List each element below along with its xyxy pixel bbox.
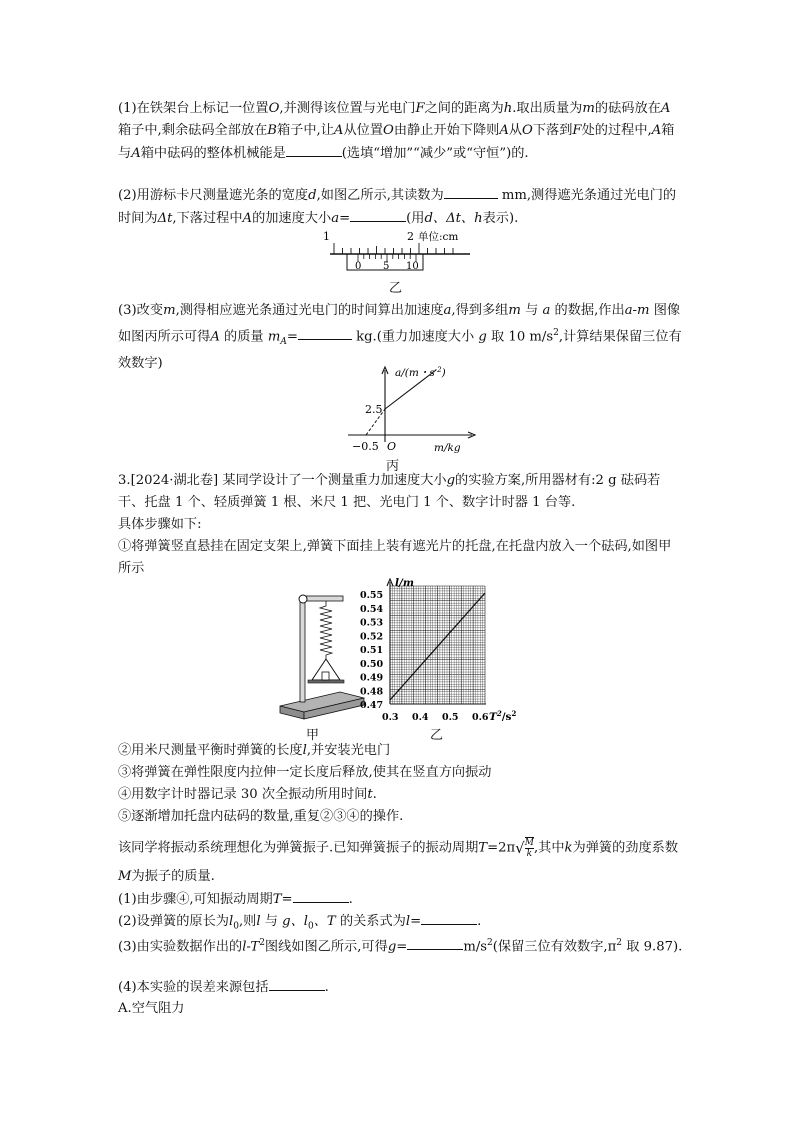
answer-blank[interactable] <box>407 935 463 950</box>
q3-text: = <box>286 329 298 345</box>
y-tick-label: 0.55 <box>360 590 384 601</box>
caption-yi-graph: 乙 <box>430 728 444 743</box>
y-tick-label: 0.47 <box>360 700 384 711</box>
var-m: m <box>582 101 595 116</box>
vernier-label-5: 5 <box>383 261 390 272</box>
p3-question-1 <box>118 888 683 911</box>
var-A: A <box>651 123 662 138</box>
q1-text: 箱与 <box>118 123 675 161</box>
var-T: T <box>272 892 282 907</box>
graph-yi-lT2 <box>358 576 528 726</box>
answer-blank[interactable] <box>350 207 406 222</box>
p3-question-4 <box>118 976 683 999</box>
y-tick-label: 0.52 <box>360 631 384 643</box>
q3-text: ,得到多组 <box>451 303 509 318</box>
step-3: ③将弹簧在弹性限度内拉伸一定长度后释放,使其在竖直方向振动 <box>118 765 492 780</box>
var-list: g、l <box>282 914 309 929</box>
var-list: d、Δt、h <box>424 211 483 226</box>
q-text: (4)本实验的误差来源包括 <box>118 980 269 995</box>
q3-text: 的数据,作出 <box>554 303 625 318</box>
var-A: A <box>333 123 344 138</box>
x-tick-label: 0.6 <box>472 712 489 723</box>
var-l: l <box>256 914 261 929</box>
var-lT2: l-T <box>242 939 260 955</box>
var-g: g <box>446 473 456 488</box>
var-O: O <box>383 123 394 138</box>
q2-text: (2)用游标卡尺测量遮光条的宽度 <box>118 188 309 203</box>
q-text: 取 9.87). <box>626 939 683 955</box>
stand-pole <box>300 598 305 702</box>
model-text: ,其中 <box>533 840 565 856</box>
answer-blank[interactable] <box>286 142 342 157</box>
q2-text: 的加速度大小 <box>252 211 332 226</box>
step-text: ④用数字计时器记录 30 次全振动所用时间 <box>118 787 368 802</box>
q3-text: (3)改变 <box>118 303 164 318</box>
var-O: O <box>268 101 280 116</box>
q1-text: (1)在铁架台上标记一位置 <box>118 101 269 116</box>
q2-text: = <box>339 211 351 226</box>
step-4 <box>118 784 683 806</box>
answer-blank[interactable] <box>421 910 477 925</box>
spring-icon <box>320 601 332 659</box>
q1-text: 从位置 <box>343 123 384 138</box>
main-scale-ticks <box>334 243 453 254</box>
graph-bing <box>338 362 488 458</box>
exponent: 2 <box>259 938 265 948</box>
var-am: a-m <box>624 303 650 318</box>
var-l0-sub: 0 <box>233 921 239 932</box>
var-g: g <box>478 329 487 345</box>
var-M: M <box>118 868 132 884</box>
clamp-knob <box>299 595 307 603</box>
q3-text: 的质量 <box>224 329 264 345</box>
caption-yi-caliper: 乙 <box>389 281 403 296</box>
x-tick-label: 0.3 <box>382 712 399 723</box>
main-label-1: 1 <box>323 230 330 243</box>
option-a[interactable]: A.空气阻力 <box>118 1001 185 1016</box>
model-text: 该同学将振动系统理想化为弹簧振子.已知弹簧振子的振动周期 <box>118 840 479 856</box>
step-text: ,并安装光电门 <box>306 743 391 758</box>
q3-text: 取 10 m/s <box>491 329 554 345</box>
exponent: 2 <box>616 938 623 948</box>
var-T: T <box>478 840 488 856</box>
p3-question-3 <box>118 932 683 958</box>
q2-text: ,下落过程中 <box>172 211 243 226</box>
var-A: A <box>131 146 141 161</box>
y-tick-label: 0.48 <box>360 686 384 698</box>
q1-text: 下落到 <box>532 123 573 138</box>
q-text: = <box>396 939 408 955</box>
q3-text: ,计算结果保留三位有效数字) <box>118 329 682 372</box>
var-A: A <box>499 123 509 138</box>
q-text: (2)设弹簧的原长为 <box>118 914 229 929</box>
var-B: B <box>267 123 277 138</box>
var-A: A <box>660 101 671 116</box>
unit-label: 单位:cm <box>418 231 459 243</box>
var-a: a <box>331 211 340 226</box>
q-text: . <box>324 980 329 995</box>
fraction <box>525 837 534 859</box>
q1-text: 箱中砝码的整体机械能是 <box>140 146 286 161</box>
q-text: ,则 <box>238 914 257 929</box>
q1-text: 的砝码放在 <box>594 101 661 116</box>
answer-blank[interactable] <box>293 888 349 903</box>
caption-jia: 甲 <box>306 728 320 743</box>
grid <box>390 586 485 704</box>
var-l0-sub: 0 <box>308 921 314 932</box>
q-text: = <box>410 914 422 929</box>
model-text: 为弹簧的劲度系数 <box>572 840 679 856</box>
q1-text: 箱子中,让 <box>276 123 334 138</box>
y-tick-label: 0.54 <box>360 603 384 615</box>
y-tick-label: 0.51 <box>360 645 384 656</box>
var-m: m <box>508 303 521 318</box>
q1-text: 之间的距离为 <box>424 101 504 116</box>
vernier-caliper-figure <box>320 226 480 278</box>
x-intercept-label: −0.5 <box>352 440 379 453</box>
var-F: F <box>415 101 425 116</box>
q3-text: 图像如图丙所示可得 <box>118 303 681 345</box>
q1-text: 从 <box>508 123 523 138</box>
var-A: A <box>210 329 220 345</box>
y-axis-label: a/(m・$s^{-2}$) <box>395 366 446 379</box>
q-text: . <box>477 914 482 929</box>
q-text: 的关系式为 <box>339 914 406 929</box>
y-intercept-label: 2.5 <box>365 403 383 416</box>
var-O: O <box>522 123 533 138</box>
y-tick-label: 0.50 <box>360 658 384 670</box>
q1-text: ,并测得该位置与光电门 <box>279 101 416 116</box>
var-t: t <box>367 787 373 802</box>
problem-3-intro <box>118 470 683 514</box>
var-A: A <box>242 211 253 226</box>
exponent: 2 <box>553 328 559 338</box>
q2-text: mm,测得遮光条通过光电门的时间为 <box>118 188 677 226</box>
sqrt-icon: √ <box>515 839 525 857</box>
var-dt: Δt <box>157 211 173 226</box>
var-mA: m <box>267 329 281 345</box>
q1-text: 处的过程中, <box>581 123 652 138</box>
var-h: h <box>503 101 513 116</box>
answer-blank[interactable] <box>269 976 325 991</box>
step-text: . <box>372 787 377 802</box>
step-text: ②用米尺测量平衡时弹簧的长度 <box>118 743 303 758</box>
var-k: k <box>564 840 573 856</box>
var-g: g <box>387 939 397 955</box>
q3-text: kg.(重力加速度大小 <box>356 329 475 345</box>
frac-top: M <box>524 838 534 848</box>
q-text: (1)由步骤④,可知振动周期 <box>118 892 273 907</box>
steps-title: 具体步骤如下: <box>118 517 202 532</box>
x-tick-label: 0.4 <box>412 712 429 723</box>
q1-text: 箱子中,剩余砝码全部放在 <box>118 123 268 138</box>
exponent: 2 <box>487 938 493 948</box>
stand-arm <box>303 596 343 601</box>
step-2 <box>118 740 683 762</box>
tray <box>308 680 344 683</box>
x-axis-label: m/kg <box>434 442 461 454</box>
answer-blank[interactable] <box>444 184 498 199</box>
var-list: 、T <box>313 914 336 929</box>
step-1: ①将弹簧竖直悬挂在固定支架上,弹簧下面挂上装有遮光片的托盘,在托盘内放入一个砝码,如图甲所示 <box>118 539 672 576</box>
weight-icon <box>322 672 329 680</box>
var-m: m <box>163 303 176 318</box>
model-text: =2π <box>487 840 516 856</box>
y-tick-label: 0.53 <box>360 617 384 629</box>
var-a: a <box>542 303 551 318</box>
q1-text: 由静止开始下降则 <box>393 123 500 138</box>
q3-text: ,测得相应遮光条通过光电门的时间算出加速度 <box>175 303 444 318</box>
vernier-label-10: 10 <box>406 261 419 272</box>
q1-text: .取出质量为 <box>512 101 583 116</box>
y-tick-label: 0.49 <box>360 672 384 684</box>
q2-text: 表示). <box>482 211 519 226</box>
frac-bot: k <box>526 849 533 859</box>
var-F: F <box>572 123 582 138</box>
answer-blank[interactable] <box>298 325 352 340</box>
question-1 <box>118 98 683 165</box>
q-text: (保留三位有效数字,π <box>492 939 617 955</box>
q2-text: (用 <box>406 211 425 226</box>
var-l: l <box>302 743 307 758</box>
q1-text: (选填“增加”“减少”或“守恒”)的. <box>341 146 529 161</box>
x-tick-label: 0.5 <box>442 712 459 723</box>
x-tick-labels <box>382 712 489 723</box>
main-label-2: 2 <box>407 230 414 243</box>
model-description <box>118 834 683 891</box>
q2-text: ,如图乙所示,其读数为 <box>316 188 444 203</box>
var-l: l <box>405 914 411 929</box>
x-axis-label: $T^2/s^2$ <box>489 709 517 723</box>
origin-label: O <box>387 440 397 453</box>
q-text: = <box>281 892 293 907</box>
y-tick-labels <box>360 590 384 711</box>
step-5: ⑤逐渐增加托盘内砝码的数量,重复②③④的操作. <box>118 809 404 824</box>
q3-text: 与 <box>525 303 539 318</box>
question-2 <box>118 184 683 230</box>
vernier-label-0: 0 <box>355 261 362 272</box>
y-axis-label: l/m <box>395 577 414 589</box>
q-text: 与 <box>264 914 278 929</box>
q-text: 图线如图乙所示,可得 <box>264 939 388 955</box>
var-a: a <box>443 303 452 318</box>
q-text: m/s <box>463 939 488 955</box>
caption-bing: 丙 <box>386 459 400 474</box>
var-d: d <box>308 188 317 203</box>
var-mA-sub: A <box>280 337 287 348</box>
q-text: (3)由实验数据作出的 <box>118 939 243 955</box>
model-text: 为振子的质量. <box>131 868 215 884</box>
q-text: . <box>348 892 353 907</box>
var-l0: l <box>229 914 234 929</box>
intro-text: 的实验方案,所用器材有:2 g 砝码若干、托盘 1 个、轻质弹簧 1 根、米尺 1 把、光电门 1 个、数字计时器 1 台等. <box>118 473 661 510</box>
intro-text: 3.[2024·湖北卷] 某同学设计了一个测量重力加速度大小 <box>118 473 447 488</box>
